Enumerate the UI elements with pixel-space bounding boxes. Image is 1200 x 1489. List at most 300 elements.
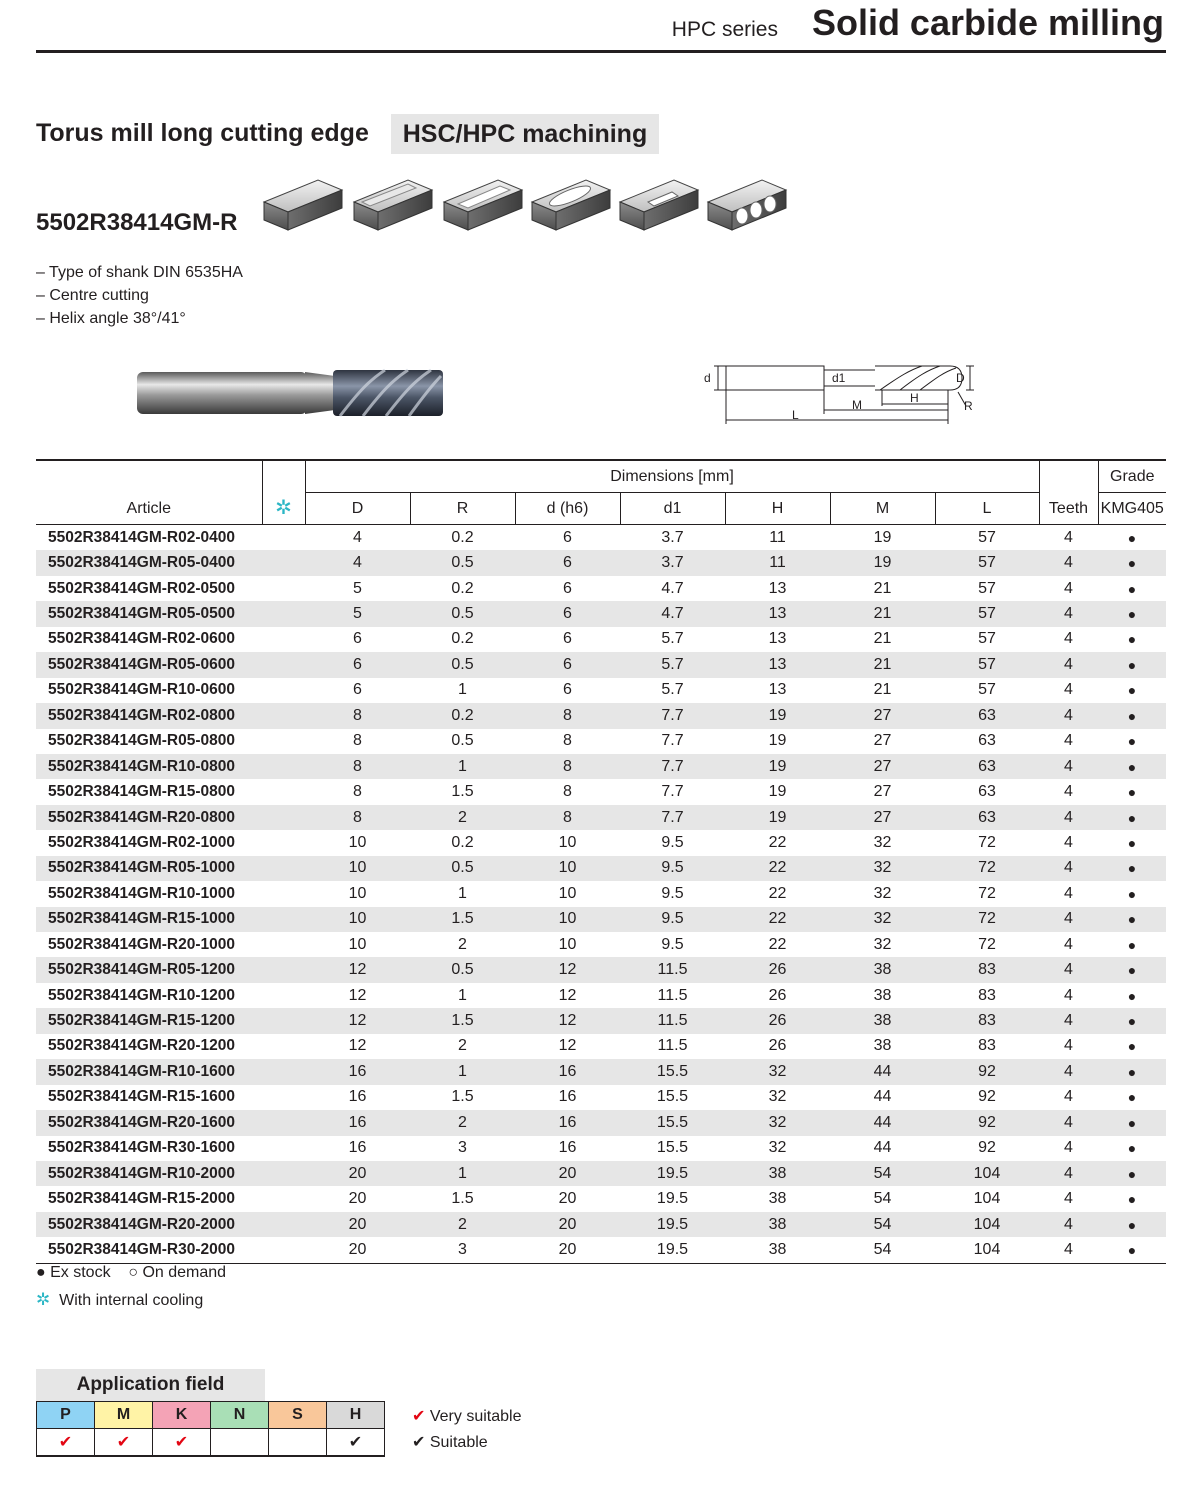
article-table xyxy=(36,459,1166,1264)
D-cell: 12 xyxy=(348,1012,367,1030)
d1-cell: 3.7 xyxy=(661,528,684,546)
article-cell: 5502R38414GM-R20-2000 xyxy=(48,1215,235,1233)
table-row xyxy=(36,1085,1166,1110)
M-cell: 27 xyxy=(873,757,892,775)
teeth-cell: 4 xyxy=(1064,986,1073,1004)
L-cell: 72 xyxy=(978,884,996,902)
teeth-cell: 4 xyxy=(1064,884,1073,902)
suitable-label: Suitable xyxy=(429,1434,488,1451)
d-h6-cell: 8 xyxy=(563,732,572,750)
article-code: 5502R38414GM-R xyxy=(36,209,238,236)
D-cell: 16 xyxy=(348,1139,367,1157)
col-header-D: D xyxy=(305,493,410,525)
table-row xyxy=(36,1212,1166,1237)
d1-cell: 9.5 xyxy=(661,859,684,877)
D-cell: 10 xyxy=(348,884,367,902)
R-cell: 1.5 xyxy=(451,1012,474,1030)
article-cell: 5502R38414GM-R15-0800 xyxy=(48,783,235,801)
material-group-n: N xyxy=(211,1402,269,1429)
grade-cell: ● xyxy=(1127,656,1137,673)
H-cell: 32 xyxy=(768,1113,787,1131)
cooling-cell xyxy=(262,550,305,575)
d-h6-cell: 8 xyxy=(563,808,572,826)
table-row xyxy=(36,932,1166,957)
table-row xyxy=(36,1110,1166,1135)
series-label: HPC series xyxy=(671,18,778,41)
H-cell: 22 xyxy=(768,859,787,877)
R-cell: 0.5 xyxy=(451,961,474,979)
H-cell: 19 xyxy=(768,706,787,724)
D-cell: 4 xyxy=(353,554,362,572)
D-cell: 12 xyxy=(348,986,367,1004)
d1-cell: 11.5 xyxy=(657,986,688,1004)
R-cell: 2 xyxy=(458,1113,467,1131)
R-cell: 0.2 xyxy=(451,528,474,546)
table-row xyxy=(36,779,1166,804)
d-h6-cell: 16 xyxy=(558,1062,577,1080)
D-cell: 5 xyxy=(353,579,362,597)
teeth-cell: 4 xyxy=(1064,935,1073,953)
R-cell: 1 xyxy=(458,681,467,699)
section-title: Torus mill long cutting edge xyxy=(36,119,369,147)
d1-cell: 3.7 xyxy=(661,554,684,572)
diagram-label-d: d xyxy=(704,371,711,385)
R-cell: 1 xyxy=(458,1164,467,1182)
M-cell: 32 xyxy=(873,833,892,851)
R-cell: 3 xyxy=(458,1139,467,1157)
cooling-cell xyxy=(262,525,305,551)
article-cell: 5502R38414GM-R15-1600 xyxy=(48,1088,235,1106)
H-cell: 32 xyxy=(768,1088,787,1106)
R-cell: 1 xyxy=(458,986,467,1004)
article-cell: 5502R38414GM-R10-1600 xyxy=(48,1062,235,1080)
cooling-cell xyxy=(262,1136,305,1161)
table-row xyxy=(36,1161,1166,1186)
L-cell: 72 xyxy=(978,910,996,928)
table-row xyxy=(36,830,1166,855)
H-cell: 32 xyxy=(768,1062,787,1080)
teeth-cell: 4 xyxy=(1064,910,1073,928)
teeth-cell: 4 xyxy=(1064,528,1073,546)
internal-cooling-icon: ✲ xyxy=(275,497,292,519)
col-header-d-h6: d (h6) xyxy=(515,493,620,525)
teeth-cell: 4 xyxy=(1039,1237,1098,1263)
d-h6-cell: 6 xyxy=(563,554,572,572)
cooling-cell xyxy=(262,729,305,754)
L-cell: 83 xyxy=(978,961,996,979)
article-cell: 5502R38414GM-R05-0800 xyxy=(48,732,235,750)
table-row xyxy=(36,1008,1166,1033)
d1-cell: 19.5 xyxy=(620,1237,725,1263)
M-cell: 38 xyxy=(873,1037,892,1055)
M-cell: 21 xyxy=(873,681,892,699)
teeth-cell: 4 xyxy=(1064,783,1073,801)
M-cell: 44 xyxy=(873,1139,892,1157)
grade-cell: ● xyxy=(1127,834,1137,851)
feature-item: – Centre cutting xyxy=(36,287,149,304)
grade-cell: ● xyxy=(1127,580,1137,597)
L-cell: 63 xyxy=(978,808,996,826)
article-cell: 5502R38414GM-R20-1000 xyxy=(48,935,235,953)
empty-suitability-cell xyxy=(211,1429,269,1457)
feature-item: – Type of shank DIN 6535HA xyxy=(36,264,243,281)
D-cell: 10 xyxy=(348,833,367,851)
cooling-cell xyxy=(262,576,305,601)
teeth-cell: 4 xyxy=(1064,681,1073,699)
block-shoulder-icon xyxy=(354,180,432,230)
d-h6-cell: 10 xyxy=(558,833,577,851)
application-shapes xyxy=(262,172,792,242)
teeth-cell: 4 xyxy=(1064,1215,1073,1233)
d1-cell: 9.5 xyxy=(661,884,684,902)
d-h6-cell: 10 xyxy=(558,859,577,877)
L-cell: 57 xyxy=(978,554,996,572)
L-cell: 83 xyxy=(978,1037,996,1055)
D-cell: 8 xyxy=(353,783,362,801)
article-cell: 5502R38414GM-R05-0400 xyxy=(48,554,235,572)
d-h6-cell: 6 xyxy=(563,655,572,673)
L-cell: 63 xyxy=(978,732,996,750)
L-cell: 63 xyxy=(978,757,996,775)
table-row xyxy=(36,856,1166,881)
L-cell: 57 xyxy=(978,630,996,648)
D-cell: 16 xyxy=(348,1088,367,1106)
L-cell: 92 xyxy=(978,1113,996,1131)
empty-suitability-cell xyxy=(269,1429,327,1457)
teeth-cell: 4 xyxy=(1064,1113,1073,1131)
block-holes-icon xyxy=(708,180,786,230)
cooling-cell xyxy=(262,1034,305,1059)
R-cell: 1.5 xyxy=(451,1190,474,1208)
H-cell: 13 xyxy=(768,605,787,623)
teeth-cell: 4 xyxy=(1064,1164,1073,1182)
R-cell: 0.2 xyxy=(451,706,474,724)
H-cell: 22 xyxy=(768,935,787,953)
teeth-cell: 4 xyxy=(1064,961,1073,979)
d1-cell: 4.7 xyxy=(661,605,684,623)
D-cell: 12 xyxy=(348,1037,367,1055)
application-field-table xyxy=(36,1401,385,1457)
d-h6-cell: 6 xyxy=(563,681,572,699)
col-header-R: R xyxy=(410,493,515,525)
table-row xyxy=(36,805,1166,830)
article-cell: 5502R38414GM-R10-0800 xyxy=(48,757,235,775)
H-cell: 32 xyxy=(768,1139,787,1157)
d1-cell: 9.5 xyxy=(661,833,684,851)
d1-cell: 7.7 xyxy=(661,732,684,750)
H-cell: 13 xyxy=(768,681,787,699)
grade-cell: ● xyxy=(1127,631,1137,648)
cooling-cell xyxy=(262,1008,305,1033)
D-cell: 12 xyxy=(348,961,367,979)
d1-cell: 19.5 xyxy=(656,1164,689,1182)
d1-cell: 15.5 xyxy=(656,1088,689,1106)
M-cell: 38 xyxy=(873,961,892,979)
application-field-title: Application field xyxy=(36,1369,265,1401)
d-h6-cell: 12 xyxy=(558,1012,577,1030)
d1-cell: 11.5 xyxy=(657,1012,688,1030)
material-group-s: S xyxy=(269,1402,327,1429)
d-h6-cell: 6 xyxy=(563,605,572,623)
grade-cell: ● xyxy=(1127,987,1137,1004)
M-cell: 21 xyxy=(873,630,892,648)
page-header xyxy=(36,0,1166,53)
very-suitable-check-icon: ✔ xyxy=(37,1429,95,1457)
R-cell: 2 xyxy=(458,1037,467,1055)
L-cell: 57 xyxy=(978,655,996,673)
M-cell: 21 xyxy=(873,605,892,623)
L-cell: 104 xyxy=(935,1237,1039,1263)
d1-cell: 11.5 xyxy=(657,1037,688,1055)
M-cell: 38 xyxy=(873,986,892,1004)
d1-cell: 7.7 xyxy=(661,706,684,724)
d-h6-cell: 20 xyxy=(515,1237,620,1263)
grade-cell: ● xyxy=(1127,1114,1137,1131)
d-h6-cell: 10 xyxy=(558,935,577,953)
M-cell: 21 xyxy=(873,655,892,673)
H-cell: 38 xyxy=(725,1237,830,1263)
d-h6-cell: 12 xyxy=(558,961,577,979)
cooling-cell xyxy=(262,779,305,804)
d-h6-cell: 6 xyxy=(563,579,572,597)
article-cell: 5502R38414GM-R10-0600 xyxy=(48,681,235,699)
d1-cell: 5.7 xyxy=(661,681,684,699)
D-cell: 4 xyxy=(353,528,362,546)
d1-cell: 7.7 xyxy=(661,757,684,775)
table-row xyxy=(36,983,1166,1008)
L-cell: 63 xyxy=(978,783,996,801)
teeth-cell: 4 xyxy=(1064,554,1073,572)
d1-cell: 11.5 xyxy=(657,961,688,979)
article-cell: 5502R38414GM-R15-1200 xyxy=(48,1012,235,1030)
grade-name-header: KMG405 xyxy=(1098,493,1166,525)
d1-cell: 5.7 xyxy=(661,630,684,648)
table-row xyxy=(36,576,1166,601)
article-cell: 5502R38414GM-R20-1200 xyxy=(48,1037,235,1055)
article-cell: 5502R38414GM-R02-0400 xyxy=(48,528,235,546)
cooling-cell xyxy=(262,856,305,881)
D-cell: 6 xyxy=(353,630,362,648)
R-cell: 1 xyxy=(458,757,467,775)
M-cell: 32 xyxy=(873,935,892,953)
cooling-cell xyxy=(262,678,305,703)
R-cell: 0.2 xyxy=(451,579,474,597)
article-cell: 5502R38414GM-R05-0600 xyxy=(48,655,235,673)
cooling-cell xyxy=(262,1161,305,1186)
d1-cell: 19.5 xyxy=(656,1215,689,1233)
col-header-H: H xyxy=(725,493,830,525)
H-cell: 38 xyxy=(768,1164,787,1182)
d1-cell: 9.5 xyxy=(661,935,684,953)
M-cell: 27 xyxy=(873,808,892,826)
material-group-m: M xyxy=(95,1402,153,1429)
grade-cell: ● xyxy=(1127,733,1137,750)
cooling-cell xyxy=(262,754,305,779)
cooling-cell xyxy=(262,601,305,626)
very-suitable-check-icon: ✔ xyxy=(153,1429,211,1457)
diagram-label-H: H xyxy=(910,391,919,405)
table-row xyxy=(36,1059,1166,1084)
D-cell: 10 xyxy=(348,910,367,928)
machining-tag: HSC/HPC machining xyxy=(391,114,659,154)
d-h6-cell: 20 xyxy=(558,1215,577,1233)
D-cell: 20 xyxy=(305,1237,410,1263)
D-cell: 10 xyxy=(348,859,367,877)
H-cell: 19 xyxy=(768,783,787,801)
cooling-cell xyxy=(262,881,305,906)
M-cell: 44 xyxy=(873,1062,892,1080)
dimensions-header: Dimensions [mm] xyxy=(305,460,1039,493)
R-cell: 1.5 xyxy=(451,910,474,928)
article-cell: 5502R38414GM-R05-0500 xyxy=(48,605,235,623)
grade-cell: ● xyxy=(1127,1063,1137,1080)
cooling-cell xyxy=(262,932,305,957)
col-header-M: M xyxy=(830,493,935,525)
R-cell: 0.5 xyxy=(451,859,474,877)
d-h6-cell: 8 xyxy=(563,783,572,801)
L-cell: 72 xyxy=(978,935,996,953)
feature-item: – Helix angle 38°/41° xyxy=(36,310,186,327)
H-cell: 19 xyxy=(768,732,787,750)
R-cell: 2 xyxy=(458,935,467,953)
teeth-cell: 4 xyxy=(1064,630,1073,648)
teeth-cell: 4 xyxy=(1064,808,1073,826)
cooling-legend xyxy=(36,1290,203,1310)
L-cell: 57 xyxy=(978,528,996,546)
D-cell: 6 xyxy=(353,655,362,673)
very-suitable-check-icon: ✔ xyxy=(412,1408,426,1425)
d-h6-cell: 16 xyxy=(558,1088,577,1106)
teeth-cell: 4 xyxy=(1064,655,1073,673)
table-row xyxy=(36,1136,1166,1161)
M-cell: 44 xyxy=(873,1088,892,1106)
article-cell: 5502R38414GM-R02-0500 xyxy=(48,579,235,597)
grade-cell: ● xyxy=(1127,962,1137,979)
diagram-label-L: L xyxy=(792,408,799,422)
grade-cell: ● xyxy=(1127,707,1137,724)
grade-cell: ● xyxy=(1127,809,1137,826)
L-cell: 57 xyxy=(978,605,996,623)
article-cell: 5502R38414GM-R15-2000 xyxy=(48,1190,235,1208)
table-row xyxy=(36,881,1166,906)
L-cell: 63 xyxy=(978,706,996,724)
R-cell: 1.5 xyxy=(451,783,474,801)
internal-cooling-icon: ✲ xyxy=(36,1290,51,1309)
tool-dimension-diagram xyxy=(700,356,980,428)
d1-cell: 15.5 xyxy=(656,1113,689,1131)
D-cell: 8 xyxy=(353,757,362,775)
article-cell: 5502R38414GM-R02-0600 xyxy=(48,630,235,648)
R-cell: 0.5 xyxy=(451,732,474,750)
teeth-cell: 4 xyxy=(1064,859,1073,877)
D-cell: 16 xyxy=(348,1113,367,1131)
table-row xyxy=(36,1186,1166,1211)
block-slot-icon xyxy=(444,180,522,230)
col-header-L: L xyxy=(935,493,1039,525)
L-cell: 104 xyxy=(973,1164,1001,1182)
block-pocket-icon xyxy=(532,180,610,230)
H-cell: 11 xyxy=(769,528,786,546)
H-cell: 22 xyxy=(768,910,787,928)
M-cell: 19 xyxy=(873,554,892,572)
H-cell: 26 xyxy=(768,961,787,979)
cooling-cell xyxy=(262,983,305,1008)
grade-cell: ● xyxy=(1127,606,1137,623)
cooling-cell xyxy=(262,1237,305,1263)
d-h6-cell: 12 xyxy=(558,1037,577,1055)
teeth-cell: 4 xyxy=(1064,605,1073,623)
D-cell: 20 xyxy=(348,1215,367,1233)
very-suitable-check-icon: ✔ xyxy=(95,1429,153,1457)
teeth-cell: 4 xyxy=(1064,732,1073,750)
teeth-cell: 4 xyxy=(1064,579,1073,597)
D-cell: 16 xyxy=(348,1062,367,1080)
grade-cell: ● xyxy=(1127,1089,1137,1106)
grade-cell: ● xyxy=(1127,885,1137,902)
grade-cell: ● xyxy=(1127,1216,1137,1233)
L-cell: 72 xyxy=(978,833,996,851)
grade-cell: ● xyxy=(1127,1038,1137,1055)
cooling-cell xyxy=(262,957,305,982)
grade-cell: ● xyxy=(1127,758,1137,775)
R-cell: 2 xyxy=(458,1215,467,1233)
H-cell: 11 xyxy=(769,554,786,572)
feature-list xyxy=(36,261,243,330)
L-cell: 57 xyxy=(978,681,996,699)
table-row xyxy=(36,652,1166,677)
grade-cell: ● xyxy=(1127,555,1137,572)
D-cell: 8 xyxy=(353,706,362,724)
R-cell: 2 xyxy=(458,808,467,826)
table-row xyxy=(36,601,1166,626)
table-row xyxy=(36,550,1166,575)
teeth-cell: 4 xyxy=(1064,833,1073,851)
article-cell: 5502R38414GM-R05-1200 xyxy=(48,961,235,979)
teeth-cell: 4 xyxy=(1064,1088,1073,1106)
cooling-cell xyxy=(262,830,305,855)
very-suitable-label: Very suitable xyxy=(429,1408,522,1425)
M-cell: 19 xyxy=(873,528,892,546)
D-cell: 8 xyxy=(353,808,362,826)
L-cell: 83 xyxy=(978,1012,996,1030)
on-demand-legend: ○ On demand xyxy=(128,1264,227,1281)
grade-cell: ● xyxy=(1127,860,1137,877)
table-row xyxy=(36,754,1166,779)
M-cell: 54 xyxy=(830,1237,935,1263)
L-cell: 92 xyxy=(978,1139,996,1157)
teeth-cell: 4 xyxy=(1064,1012,1073,1030)
grade-cell: ● xyxy=(1127,784,1137,801)
R-cell: 1 xyxy=(458,1062,467,1080)
table-row xyxy=(36,703,1166,728)
article-cell: 5502R38414GM-R10-2000 xyxy=(48,1164,235,1182)
M-cell: 54 xyxy=(873,1190,892,1208)
cooling-cell xyxy=(262,652,305,677)
D-cell: 20 xyxy=(348,1190,367,1208)
R-cell: 3 xyxy=(410,1237,515,1263)
d-h6-cell: 12 xyxy=(558,986,577,1004)
R-cell: 0.5 xyxy=(451,605,474,623)
article-header: Article xyxy=(126,500,171,517)
L-cell: 83 xyxy=(978,986,996,1004)
teeth-header: Teeth xyxy=(1039,460,1098,525)
col-header-d1: d1 xyxy=(620,493,725,525)
cooling-legend-text: With internal cooling xyxy=(59,1292,204,1309)
grade-cell: ● xyxy=(1127,936,1137,953)
H-cell: 19 xyxy=(768,757,787,775)
cooling-cell xyxy=(262,907,305,932)
d1-cell: 7.7 xyxy=(661,808,684,826)
